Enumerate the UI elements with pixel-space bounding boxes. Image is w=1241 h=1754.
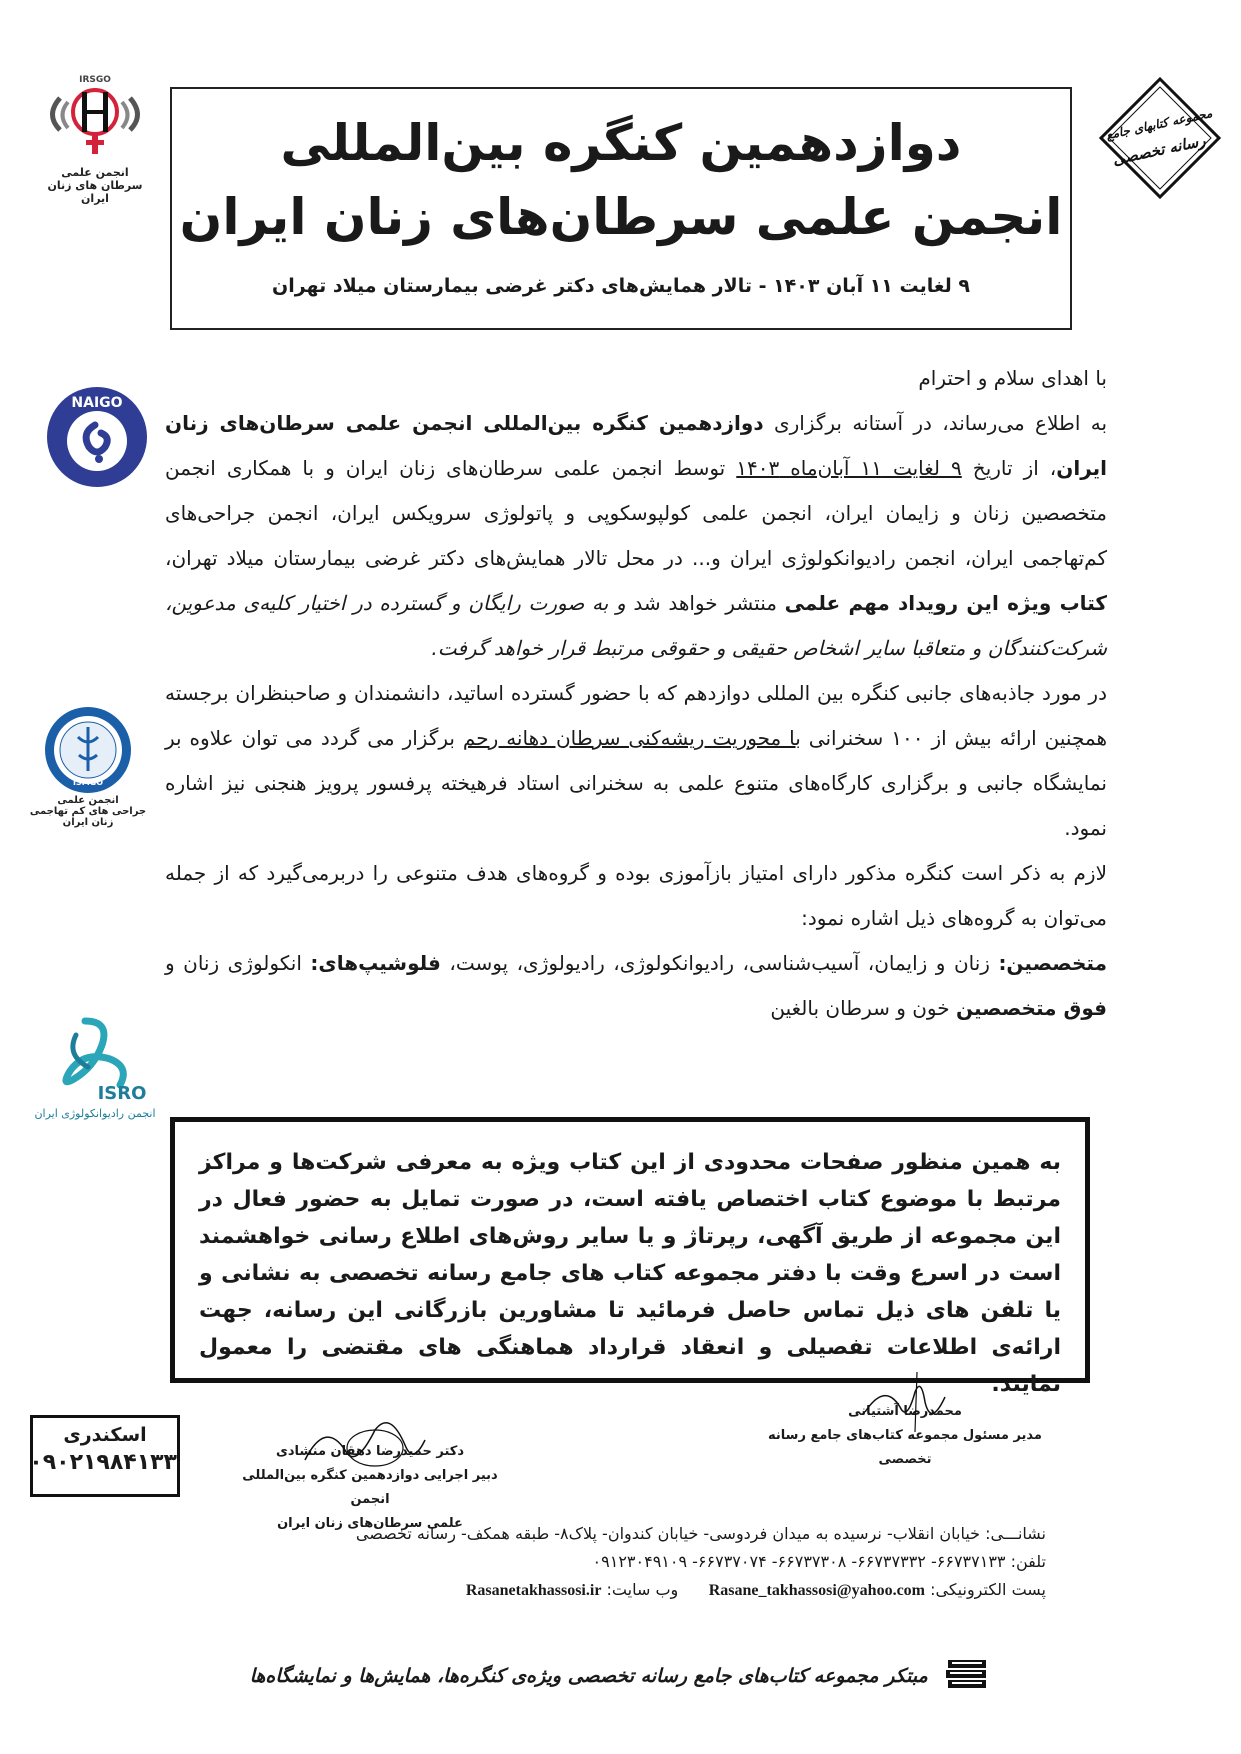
bottom-banner bbox=[230, 1656, 1010, 1697]
irsgo-caption-1: انجمن علمی bbox=[61, 166, 129, 179]
p1-g: منتشر خواهد شد bbox=[625, 591, 785, 615]
paragraph-1 bbox=[165, 401, 1107, 671]
ismgo-caption-2: جراحی های کم تهاجمی زنان ایران bbox=[29, 806, 147, 828]
p1-distribution: و به صورت رایگان و گسترده در اختیار کلیه‌ی مدعوین، شرکت‌کنندگان و متعاقبا سایر اشخاص حقیقی و حقوقی مرتبط قرار خواهد گرفت. bbox=[165, 591, 1107, 660]
banner-text: مبتکر مجموعه کتاب‌های جامع رسانه تخصصی ویژه‌ی کنگره‌ها، همایش‌ها و نمایشگاه‌ها bbox=[249, 1665, 928, 1687]
irsgo-label: IRSGO bbox=[79, 75, 111, 85]
address-line: نشانـــی: خیابان انقلاب- نرسیده به میدان فردوسی- خیابان کندوان- پلاک۸- طبقه همکف- رسانه تخصصی bbox=[355, 1524, 1046, 1543]
paragraph-2 bbox=[165, 671, 1107, 851]
p4-b: زنان و زایمان، آسیب‌شناسی، رادیوانکولوژی، رادیولوژی، پوست، bbox=[440, 951, 999, 975]
ismgo-logo bbox=[18, 705, 158, 828]
website-label: وب سایت: bbox=[606, 1580, 679, 1599]
date-venue: ۹ لغایت ۱۱ آبان ۱۴۰۳ - تالار همایش‌های دکتر غرضی بیمارستان میلاد تهران bbox=[271, 275, 970, 297]
signature-center-title-2: علمی سرطان‌های زنان ایران bbox=[277, 1516, 463, 1531]
notice-box bbox=[170, 1117, 1090, 1397]
books-icon bbox=[944, 1656, 990, 1697]
page-title-line-2: انجمن علمی سرطان‌های زنان ایران bbox=[179, 188, 1063, 246]
p2-c: برگزار می گردد می توان علاوه بر نمایشگاه جانبی و برگزاری کارگاه‌های متنوع علمی به سخنرانی استاد فرهیخته پرفسور پرویز هنجنی نیز اشاره نمود. bbox=[165, 726, 1107, 840]
phone-line: تلفن: ۶۶۷۳۷۱۳۳- ۶۶۷۳۷۳۳۲- ۶۶۷۳۷۳۰۸- ۶۶۷۳۷۰۷۴- ۰۹۱۲۳۰۴۹۱۰۹ bbox=[592, 1552, 1046, 1571]
signature-center-name: دکتر حمیدرضا دهقان منشادی bbox=[275, 1444, 465, 1459]
isro-caption: انجمن رادیوانکولوژی ایران bbox=[34, 1107, 156, 1120]
website-link[interactable]: Rasanetakhassosi.ir bbox=[465, 1582, 602, 1599]
p1-c: ، از تاریخ bbox=[961, 456, 1057, 480]
p1-a: به اطلاع می‌رساند، در آستانه برگزاری bbox=[763, 411, 1108, 435]
contact-phone: ۰۹۰۲۱۹۸۴۱۳۳ bbox=[29, 1450, 177, 1475]
greeting: با اهدای سلام و احترام bbox=[918, 366, 1107, 390]
p2-focus: با محوریت ریشه‌کنی سرطان دهانه رحم bbox=[462, 726, 801, 750]
p1-date: ۹ لغایت ۱۱ آبان‌ماه ۱۴۰۳ bbox=[736, 456, 962, 480]
signature-scribble-icon bbox=[845, 1372, 965, 1432]
p1-congress-name: دوازدهمین کنگره بین‌المللی انجمن علمی سرطان‌های زنان ایران bbox=[165, 411, 1108, 480]
email-website-line bbox=[170, 1576, 1046, 1605]
isro-label: ISRO bbox=[97, 1083, 147, 1103]
signature-right-title: مدیر مسئول مجموعه کتاب‌های جامع رسانه تخصصی bbox=[768, 1428, 1042, 1467]
paragraph-4 bbox=[165, 941, 1107, 1031]
email-label: پست الکترونیکی: bbox=[930, 1580, 1046, 1599]
isro-ribbon-icon bbox=[30, 1015, 160, 1103]
p4-fellowships: فلوشیپ‌های: bbox=[310, 951, 441, 975]
ismgo-caption-1: انجمن علمی bbox=[57, 795, 119, 806]
contact-name: اسکندری bbox=[63, 1424, 147, 1446]
naigo-emblem-icon bbox=[45, 385, 150, 490]
contact-box bbox=[30, 1415, 180, 1497]
irsgo-caption-2: سرطان های زنان ایران bbox=[47, 179, 143, 205]
email-link[interactable]: Rasane_takhassosi@yahoo.com bbox=[708, 1582, 925, 1599]
ismgo-emblem-icon bbox=[43, 705, 133, 795]
irsgo-emblem-icon bbox=[35, 70, 155, 162]
p1-e: توسط انجمن علمی سرطان‌های زنان ایران و با همکاری انجمن متخصصین زنان و زایمان ایران، انجمن علمی کولپوسکوپی و پاتولوژی سرویکس ایران، انجمن جراحی‌های کم‌تهاجمی ایران، انجمن رادیوانکولوژی ایران و... در محل تالار همایش‌های دکتر غرضی بیمارستان میلاد تهران، bbox=[165, 456, 1107, 570]
p4-d: انکولوژی زنان و bbox=[165, 951, 311, 975]
signature-scribble-icon bbox=[295, 1410, 435, 1480]
p2-a: در مورد جاذبه‌های جانبی کنگره بین المللی دوازدهم که با حضور گسترده اساتید، دانشمندان و صاحبنظران برجسته همچنین ارائه بیش از ۱۰۰ سخنرانی bbox=[165, 681, 1107, 750]
naigo-label: NAIGO bbox=[71, 395, 123, 411]
p1-special-book: کتاب ویژه این رویداد مهم علمی bbox=[784, 591, 1107, 615]
signature-right bbox=[745, 1400, 1065, 1472]
p4-specialists: متخصصین: bbox=[998, 951, 1107, 975]
diamond-stamp-icon bbox=[1095, 73, 1225, 203]
rasane-stamp-text-1: مجموعه کتابهای جامع bbox=[1104, 106, 1214, 143]
notice-text: به همین منظور صفحات محدودی از این کتاب ویژه به معرفی شرکت‌ها و مراکز مرتبط با موضوع کتاب اختصاص یافته است، در صورت تمایل به حضور فعال در این مجموعه از طریق آگهی، رپرتاژ و یا سایر روش‌های اطلاع رسانی خواهشمند است در اسرع وقت با دفتر مجموعه کتاب های جامع رسانه تخصصی به نشانی و یا تلفن های ذیل تماس حاصل فرمائید تا مشاورین بازرگانی این رسانه، جهت ارائه‌ی اطلاعات تفصیلی و انعقاد قرارداد هماهنگی های مقتضی را معمول نمایند. bbox=[199, 1150, 1061, 1397]
naigo-logo bbox=[45, 385, 150, 490]
header-box bbox=[170, 87, 1072, 330]
rasane-stamp-logo bbox=[1095, 73, 1225, 203]
footer-address bbox=[170, 1520, 1046, 1605]
letter-body bbox=[165, 356, 1107, 1031]
rasane-stamp-text-2: رسانه تخصصی bbox=[1111, 131, 1207, 169]
ismgo-label: ISMGO bbox=[72, 778, 104, 787]
paragraph-3: لازم به ذکر است کنگره مذکور دارای امتیاز بازآموزی بوده و گروه‌های هدف متنوعی را دربرمی‌گیرد که از جمله می‌توان به گروه‌های ذیل اشاره نمود: bbox=[165, 861, 1107, 930]
page-title-line-1: دوازدهمین کنگره بین‌المللی bbox=[280, 114, 962, 172]
isro-logo bbox=[30, 1015, 160, 1125]
signature-right-name: محمدرضا آشتیانی bbox=[848, 1404, 962, 1419]
p4-subspecialists: فوق متخصصین bbox=[955, 996, 1107, 1020]
irsgo-logo bbox=[35, 70, 155, 205]
p4-f: خون و سرطان بالغین bbox=[770, 996, 956, 1020]
signature-center-title-1: دبیر اجرایی دوازدهمین کنگره بین‌المللی انجمن bbox=[242, 1468, 498, 1507]
